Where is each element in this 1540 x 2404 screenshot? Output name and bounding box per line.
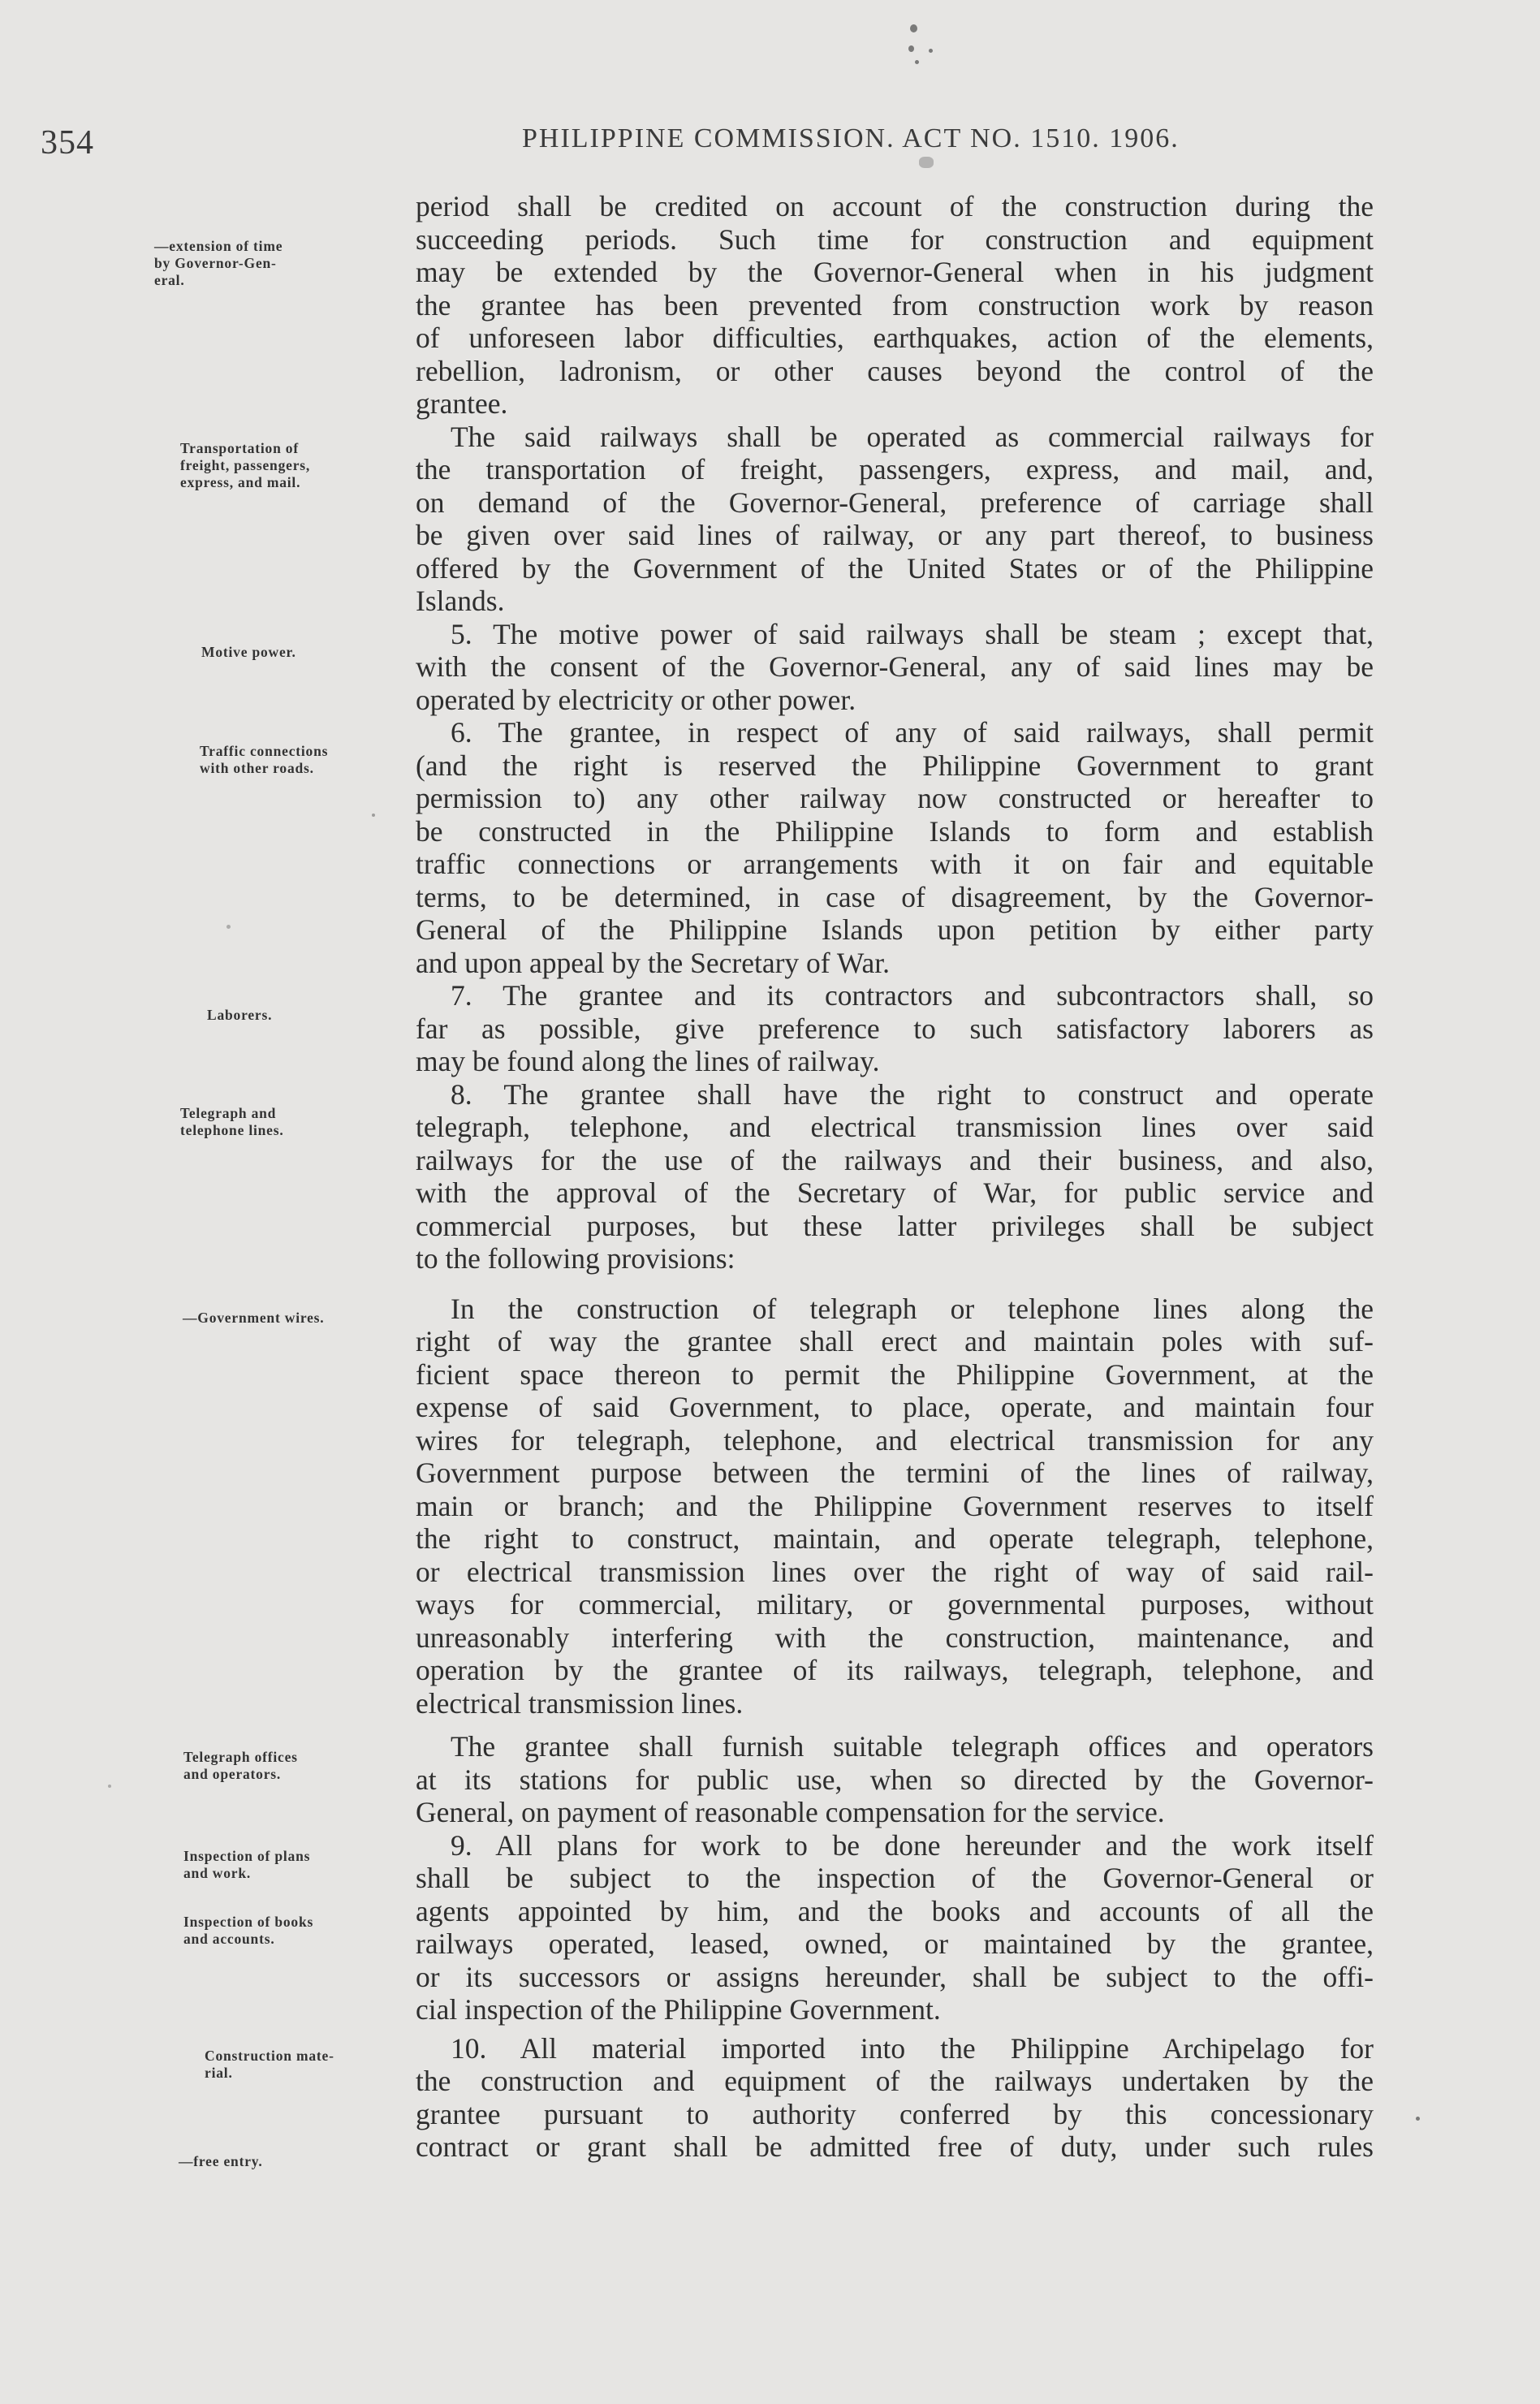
body-line: railways operated, leased, owned, or maintained by the grantee, bbox=[416, 1927, 1374, 1960]
body-line: may be extended by the Governor-General when in his judgment bbox=[416, 256, 1374, 288]
scan-speck bbox=[929, 49, 933, 53]
body-line: grantee pursuant to authority conferred by this concessionary bbox=[416, 2098, 1374, 2130]
margin-note: Traffic connections with other roads. bbox=[200, 743, 329, 776]
body-line: of unforeseen labor difficulties, earthquakes, action of the elements, bbox=[416, 322, 1374, 354]
margin-note: Construction mate- rial. bbox=[205, 2048, 334, 2081]
scan-speck bbox=[919, 157, 934, 168]
body-line: cial inspection of the Philippine Government. bbox=[416, 1993, 941, 2026]
margin-note: Inspection of books and accounts. bbox=[183, 1914, 314, 1947]
body-line: contract or grant shall be admitted free of duty, under such rules bbox=[416, 2130, 1374, 2163]
scan-speck bbox=[908, 45, 914, 52]
body-line: unreasonably interfering with the construction, maintenance, and bbox=[416, 1621, 1374, 1654]
body-line: 6. The grantee, in respect of any of said railways, shall permit bbox=[451, 716, 1374, 749]
body-line: the construction and equipment of the railways undertaken by the bbox=[416, 2065, 1374, 2097]
margin-note: —extension of time by Governor-Gen- eral. bbox=[154, 238, 283, 288]
body-line: the transportation of freight, passengers, express, and mail, and, bbox=[416, 453, 1374, 486]
scan-speck bbox=[108, 1785, 111, 1788]
body-line: telegraph, telephone, and electrical transmission lines over said bbox=[416, 1111, 1374, 1143]
body-line: 5. The motive power of said railways shall be steam ; except that, bbox=[451, 618, 1374, 650]
body-line: succeeding periods. Such time for construction and equipment bbox=[416, 223, 1374, 256]
body-line: and upon appeal by the Secretary of War. bbox=[416, 947, 890, 979]
body-line: shall be subject to the inspection of the Governor-General or bbox=[416, 1862, 1374, 1894]
body-line: wires for telegraph, telephone, and electrical transmission for any bbox=[416, 1424, 1374, 1457]
margin-note: Telegraph and telephone lines. bbox=[180, 1105, 284, 1138]
running-head: PHILIPPINE COMMISSION. ACT NO. 1510. 1906. bbox=[522, 123, 1180, 153]
body-line: (and the right is reserved the Philippine Government to grant bbox=[416, 749, 1374, 782]
margin-note: Transportation of freight, passengers, express, and mail. bbox=[180, 440, 311, 490]
scan-speck bbox=[372, 814, 375, 817]
body-line: terms, to be determined, in case of disagreement, by the Governor- bbox=[416, 881, 1374, 913]
scan-speck bbox=[226, 925, 231, 929]
body-line: agents appointed by him, and the books and accounts of all the bbox=[416, 1895, 1374, 1927]
body-line: or electrical transmission lines over the right of way of said rail- bbox=[416, 1556, 1374, 1588]
body-line: the grantee has been prevented from construction work by reason bbox=[416, 289, 1374, 322]
margin-note: —free entry. bbox=[179, 2153, 263, 2169]
body-line: 8. The grantee shall have the right to construct and operate bbox=[451, 1078, 1374, 1111]
body-line: main or branch; and the Philippine Government reserves to itself bbox=[416, 1490, 1374, 1522]
body-line: ficient space thereon to permit the Philippine Government, at the bbox=[416, 1358, 1374, 1391]
body-line: commercial purposes, but these latter privileges shall be subject bbox=[416, 1210, 1374, 1242]
body-line: on demand of the Governor-General, preference of carriage shall bbox=[416, 486, 1374, 519]
body-line: permission to) any other railway now constructed or hereafter to bbox=[416, 782, 1374, 814]
body-line: at its stations for public use, when so directed by the Governor- bbox=[416, 1763, 1374, 1796]
body-line: right of way the grantee shall erect and maintain poles with suf- bbox=[416, 1325, 1374, 1357]
margin-note: Inspection of plans and work. bbox=[183, 1848, 311, 1881]
margin-note: —Government wires. bbox=[183, 1310, 325, 1326]
body-line: Government purpose between the termini of the lines of railway, bbox=[416, 1457, 1374, 1489]
body-line: 9. All plans for work to be done hereunder and the work itself bbox=[451, 1829, 1374, 1862]
margin-note: Telegraph offices and operators. bbox=[183, 1749, 298, 1782]
body-line: be constructed in the Philippine Islands to form and establish bbox=[416, 815, 1374, 848]
body-line: ways for commercial, military, or governmental purposes, without bbox=[416, 1588, 1374, 1621]
body-line: with the approval of the Secretary of War, for public service and bbox=[416, 1176, 1374, 1209]
body-line: be given over said lines of railway, or any part thereof, to business bbox=[416, 519, 1374, 551]
body-line: with the consent of the Governor-General, any of said lines may be bbox=[416, 650, 1374, 683]
body-line: Islands. bbox=[416, 585, 505, 617]
body-line: electrical transmission lines. bbox=[416, 1687, 744, 1720]
body-line: to the following provisions: bbox=[416, 1242, 735, 1275]
body-line: The grantee shall furnish suitable telegraph offices and operators bbox=[451, 1730, 1374, 1763]
body-line: the right to construct, maintain, and operate telegraph, telephone, bbox=[416, 1522, 1374, 1555]
body-line: 10. All material imported into the Philippine Archipelago for bbox=[451, 2032, 1374, 2065]
body-line: General of the Philippine Islands upon petition by either party bbox=[416, 913, 1374, 946]
body-line: General, on payment of reasonable compensation for the service. bbox=[416, 1796, 1165, 1828]
body-line: operation by the grantee of its railways, telegraph, telephone, and bbox=[416, 1654, 1374, 1686]
body-line: traffic connections or arrangements with it on fair and equitable bbox=[416, 848, 1374, 880]
body-line: period shall be credited on account of the construction during the bbox=[416, 190, 1374, 222]
body-line: grantee. bbox=[416, 387, 508, 420]
body-line: 7. The grantee and its contractors and subcontractors shall, so bbox=[451, 979, 1374, 1012]
body-line: or its successors or assigns hereunder, shall be subject to the offi- bbox=[416, 1961, 1374, 1993]
margin-note: Laborers. bbox=[207, 1007, 273, 1023]
body-line: far as possible, give preference to such satisfactory laborers as bbox=[416, 1012, 1374, 1045]
body-line: expense of said Government, to place, operate, and maintain four bbox=[416, 1391, 1374, 1423]
body-line: The said railways shall be operated as commercial railways for bbox=[451, 421, 1374, 453]
body-line: may be found along the lines of railway. bbox=[416, 1045, 880, 1077]
body-line: railways for the use of the railways and their business, and also, bbox=[416, 1144, 1374, 1176]
body-line: offered by the Government of the United States or of the Philippine bbox=[416, 552, 1374, 585]
page-number: 354 bbox=[41, 124, 94, 162]
body-line: operated by electricity or other power. bbox=[416, 684, 856, 716]
scan-speck bbox=[1416, 2117, 1420, 2121]
body-line: rebellion, ladronism, or other causes beyond the control of the bbox=[416, 355, 1374, 387]
body-line: In the construction of telegraph or telephone lines along the bbox=[451, 1293, 1374, 1325]
margin-note: Motive power. bbox=[201, 644, 296, 660]
scan-speck bbox=[910, 24, 917, 32]
scan-speck bbox=[915, 60, 919, 64]
